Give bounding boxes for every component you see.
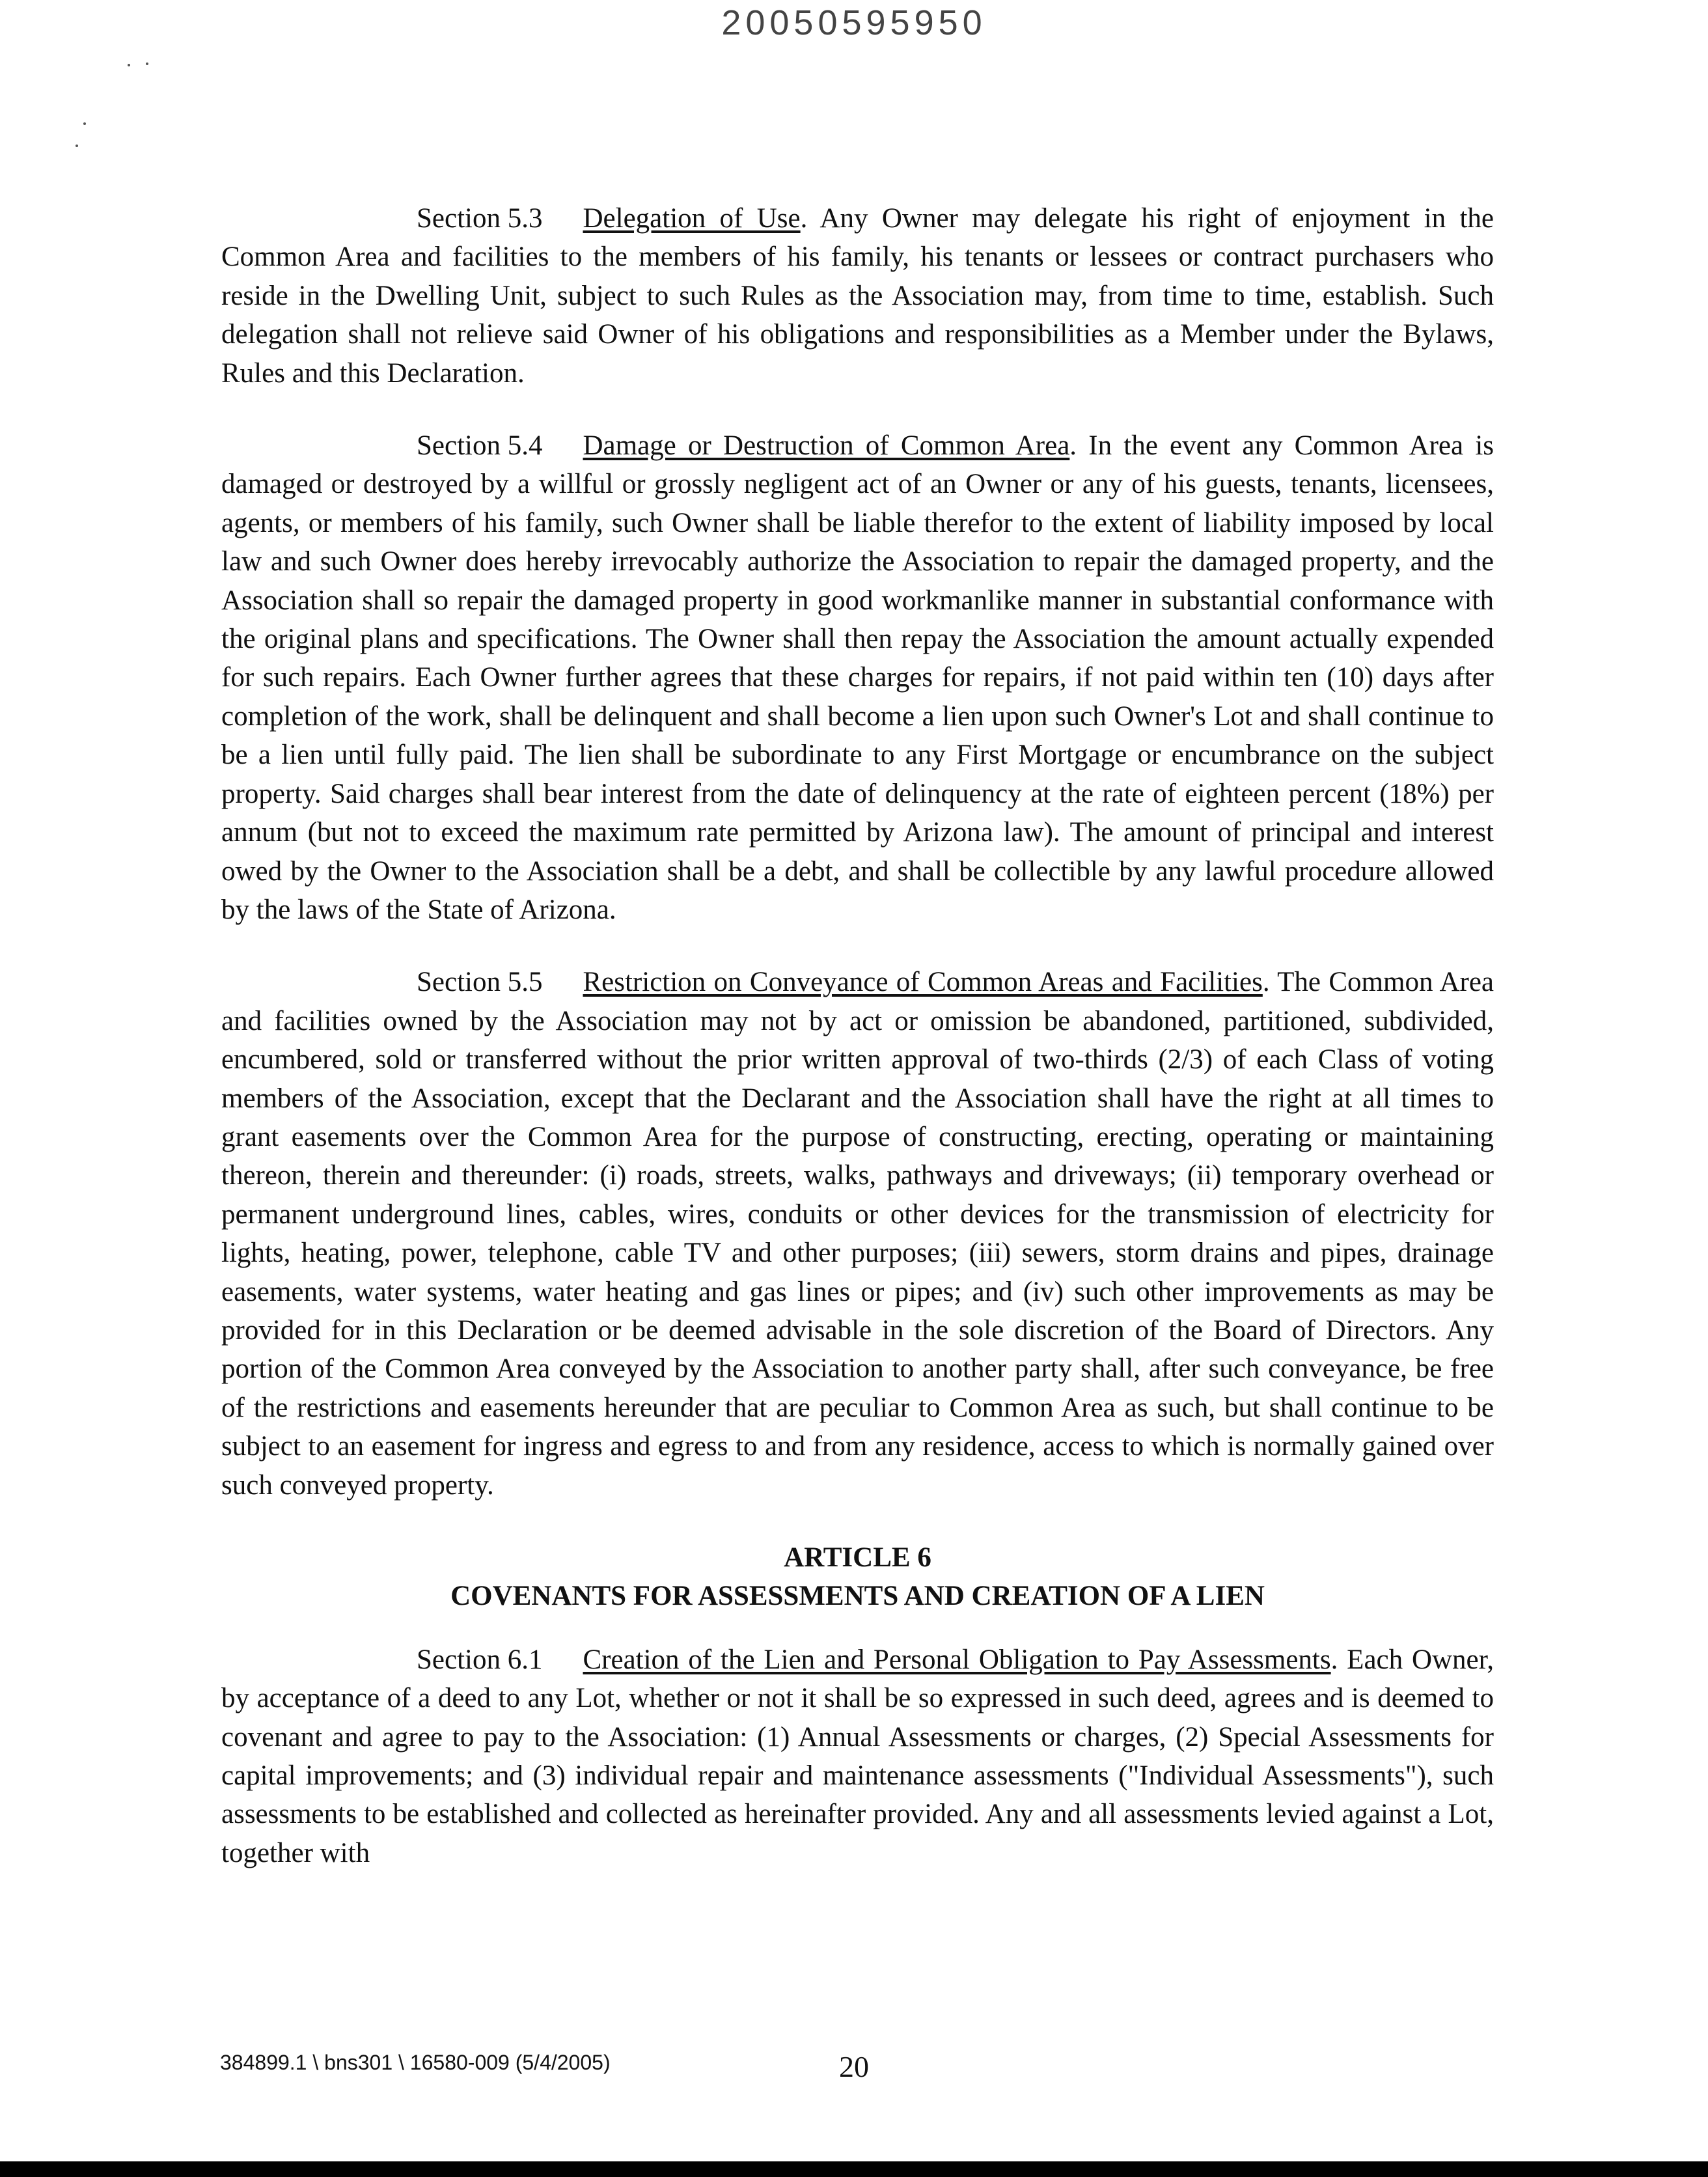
article-title: COVENANTS FOR ASSESSMENTS AND CREATION OF A LIEN (450, 1581, 1265, 1612)
scan-speck (76, 145, 78, 147)
section-text: . Each Owner, by acceptance of a deed to any Lot, whether or not it shall be so expressed in such deed, agrees and is deemed to covenant and agree to pay to the Association: (1) Annual Assessments or charges, (2) Special Assessments for capital improvements; and (3) individual repair and maintenance assessments ("Individual Assessments"), such assessments to be established and collected as hereinafter provided. Any and all assessments levied against a Lot, together with (221, 1644, 1494, 1868)
scan-speck (146, 62, 148, 65)
scan-border (0, 2161, 1708, 2177)
section-number: Section 6.1 (417, 1644, 543, 1675)
section-heading: Creation of the Lien and Personal Obligation to Pay Assessments (583, 1644, 1331, 1675)
section-5-5 (221, 963, 1494, 1504)
section-number: Section 5.5 (417, 967, 543, 998)
scan-speck (128, 64, 130, 66)
document-body (221, 199, 1494, 1906)
section-6-1 (221, 1641, 1494, 1872)
section-text: . In the event any Common Area is damaged or destroyed by a willful or grossly negligent act of an Owner or any of his guests, tenants, licensees, agents, or members of his family, such Owner shall be liable therefor to the extent of liability imposed by local law and such Owner does hereby irrevocably authorize the Association to repair the damaged property, and the Association shall so repair the damaged property in good workmanlike manner in substantial conformance with the original plans and specifications. The Owner shall then repay the Association the amount actually expended for such repairs. Each Owner further agrees that these charges for repairs, if not paid within ten (10) days after completion of the work, shall be delinquent and shall become a lien upon such Owner's Lot and shall continue to be a lien until fully paid. The lien shall be subordinate to any First Mortgage or encumbrance on the subject property. Said charges shall bear interest from the date of delinquency at the rate of eighteen percent (18%) per annum (but not to exceed the maximum rate permitted by Arizona law). The amount of principal and interest owed by the Owner to the Association shall be a debt, and shall be collectible by any lawful procedure allowed by the laws of the State of Arizona. (221, 430, 1494, 925)
section-text: . The Common Area and facilities owned by the Association may not by act or omission be abandoned, partitioned, subdivided, encumbered, sold or transferred without the prior written approval of two-thirds (2/3) of each Class of voting members of the Association, except that the Declarant and the Association shall have the right at all times to grant easements over the Common Area for the purpose of constructing, erecting, operating or maintaining thereon, therein and thereunder: (i) roads, streets, walks, pathways and driveways; (ii) temporary overhead or permanent underground lines, cables, wires, conduits or other devices for the transmission of electricity for lights, heating, power, telephone, cable TV and other purposes; (iii) sewers, storm drains and pipes, drainage easements, water systems, water heating and gas lines or pipes; and (iv) such other improvements as may be provided for in this Declaration or be deemed advisable in the sole discretion of the Board of Directors. Any portion of the Common Area conveyed by the Association to another party shall, after such conveyance, be free of the restrictions and easements hereunder that are peculiar to Common Area as such, but shall continue to be subject to an easement for ingress and egress to and from any residence, access to which is normally gained over such conveyed property. (221, 967, 1494, 1501)
section-text: . Any Owner may delegate his right of enjoyment in the Common Area and facilities to the members of his family, his tenants or lessees or contract purchasers who reside in the Dwelling Unit, subject to such Rules as the Association may, from time to time, establish. Such delegation shall not relieve said Owner of his obligations and responsibilities as a Member under the Bylaws, Rules and this Declaration. (221, 203, 1494, 389)
article-number: ARTICLE 6 (784, 1542, 931, 1573)
section-number: Section 5.3 (417, 203, 543, 234)
section-5-4 (221, 426, 1494, 929)
section-5-3 (221, 199, 1494, 393)
section-heading: Damage or Destruction of Common Area (583, 430, 1070, 462)
section-heading: Delegation of Use (583, 203, 801, 234)
section-heading: Restriction on Conveyance of Common Areas and Facilities (583, 967, 1263, 998)
article-heading (221, 1538, 1494, 1616)
section-number: Section 5.4 (417, 430, 543, 462)
footer-doc-ref: 384899.1 \ bns301 \ 16580-009 (5/4/2005) (220, 2051, 611, 2074)
scan-speck (83, 122, 86, 125)
recording-number: 20050595950 (721, 3, 987, 42)
page-number: 20 (839, 2050, 869, 2083)
